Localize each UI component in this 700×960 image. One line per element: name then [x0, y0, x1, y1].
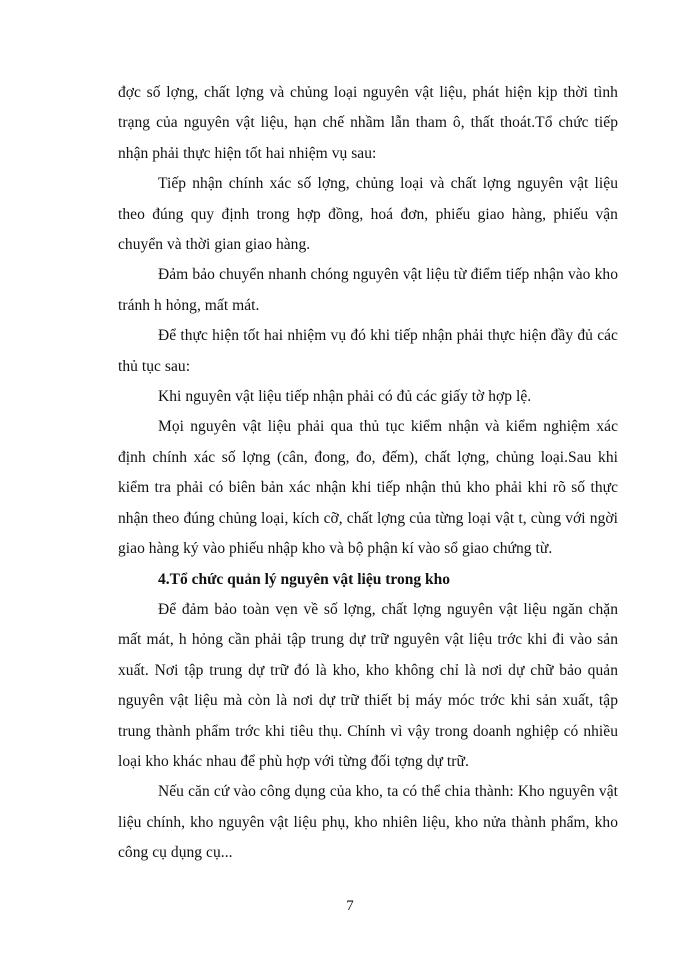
page-number: 7 [346, 898, 354, 914]
paragraph-warehouse-purpose: Để đảm bảo toàn vẹn về số lợng, chất lợng nguyên vật liệu ngăn chặn mất mát, h hỏng cần phải tập trung dự trữ nguyên vật liệu trớc khi đi vào sản xuất. Nơi tập trung dự trữ đó là kho, kho không chỉ là nơi dự chữ bảo quản nguyên vật liệu mà còn là nơi dự trữ thiết bị máy móc trớc khi sản xuất, tập trung thành phẩm trớc khi tiêu thụ. Chính vì vậy trong doanh nghiệp có nhiều loại kho khác nhau để phù hợp với từng đối tợng dự trữ. [118, 600, 618, 770]
section-heading: 4.Tổ chức quản lý nguyên vật liệu trong kho [158, 570, 450, 588]
paragraph-continuation: đợc số lợng, chất lợng và chủng loại nguyên vật liệu, phát hiện kịp thời tình trạng của nguyên vật liệu, hạn chế nhầm lẫn tham ô, thất thoát.Tổ chức tiếp nhận phải thực hiện tốt hai nhiệm vụ sau: [118, 84, 618, 162]
paragraph-warehouse-types: Nếu căn cứ vào công dụng của kho, ta có thể chia thành: Kho nguyên vật liệu chính, kho nguyên vật liệu phụ, kho nhiên liệu, kho nửa thành phẩm, kho công cụ dụng cụ... [118, 783, 618, 862]
paragraph-procedures-intro: Để thực hiện tốt hai nhiệm vụ đó khi tiếp nhận phải thực hiện đầy đủ các thủ tục sau: [118, 327, 618, 375]
paragraph-task-1: Tiếp nhận chính xác số lợng, chủng loại và chất lợng nguyên vật liệu theo đúng quy định trong hợp đồng, hoá đơn, phiếu giao hàng, phiếu vận chuyển và thời gian giao hàng. [118, 175, 618, 254]
paragraph-inspection: Mọi nguyên vật liệu phải qua thủ tục kiểm nhận và kiểm nghiệm xác định chính xác số lợng (cân, đong, đo, đếm), chất lợng, chủng loại.Sau khi kiểm tra phải có biên bản xác nhận khi tiếp nhận thủ kho phải khi rõ số thực nhận theo đúng chủng loại, kích cỡ, chất lợng của từng loại vật t, cùng với ngời giao hàng ký vào phiếu nhập kho và bộ phận kí vào sổ giao chứng từ. [118, 418, 618, 558]
paragraph-task-2: Đảm bảo chuyển nhanh chóng nguyên vật liệu từ điểm tiếp nhận vào kho tránh h hỏng, mất mát. [118, 266, 618, 314]
page-body [118, 78, 618, 869]
paragraph-documents: Khi nguyên vật liệu tiếp nhận phải có đủ các giấy tờ hợp lệ. [158, 388, 532, 406]
